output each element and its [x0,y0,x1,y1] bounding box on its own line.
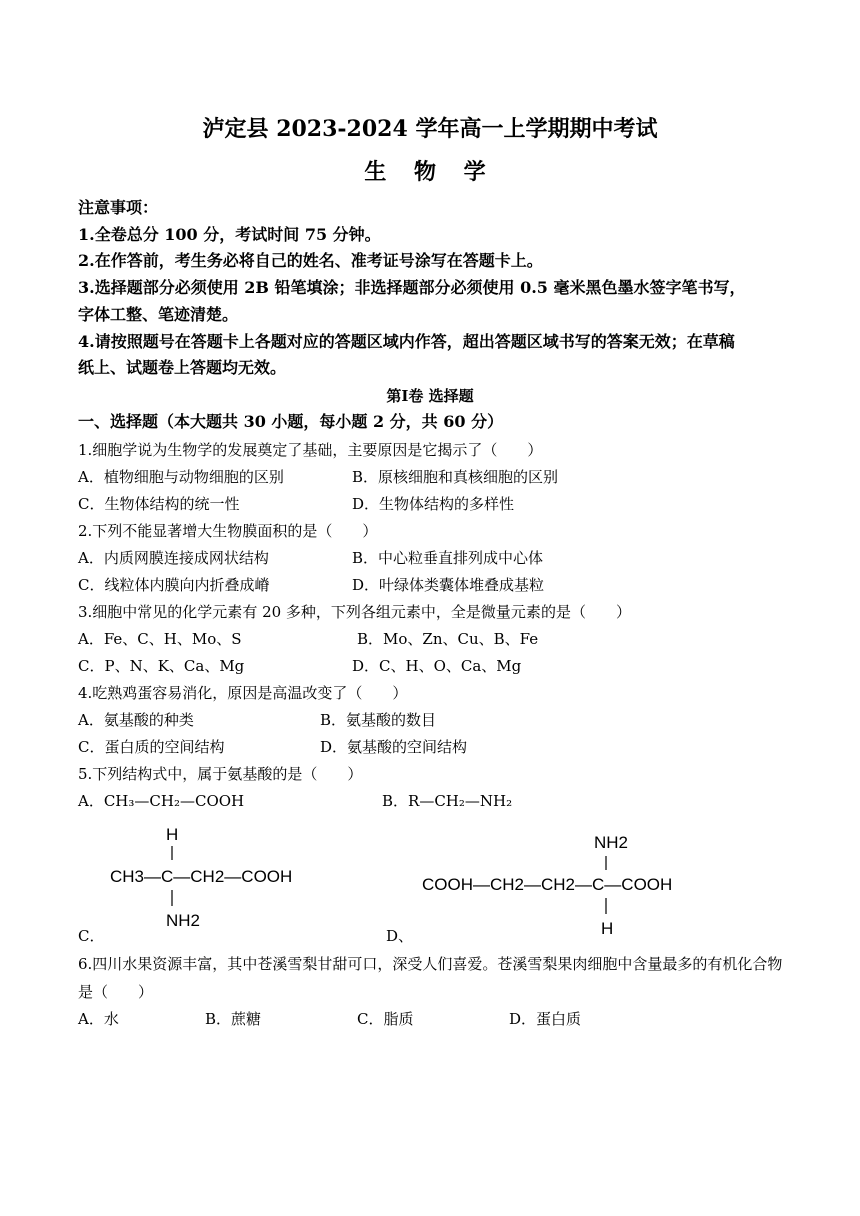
notice-item: 2.在作答前，考生务必将自己的姓名、准考证号涂写在答题卡上。 [78,251,543,270]
option-d: D．叶绿体类囊体堆叠成基粒 [352,576,545,594]
notice-item: 1.全卷总分 100 分，考试时间 75 分钟。 [78,225,381,244]
exam-title: 泸定县 2023-2024 学年高一上学期期中考试 [202,116,658,142]
notice-heading: 注意事项： [78,198,159,217]
formula-d-main: COOH—CH2—CH2—C—COOH [422,875,673,894]
question-stem-continued: 是（ ） [78,983,154,1001]
formula-c-bottom: NH2 [166,911,201,930]
option-a: A．植物细胞与动物细胞的区别 [78,468,284,486]
formula-c-top: H [166,825,179,844]
notice-item: 字体工整、笔迹清楚。 [78,305,239,324]
notice-item: 纸上、试题卷上答题均无效。 [78,358,287,377]
option-b: B．原核细胞和真核细胞的区别 [352,468,559,486]
option-c: C．脂质 [357,1010,414,1028]
formula-d-top: NH2 [594,833,629,852]
option-a: A．CH₃—CH₂—COOH [78,792,245,810]
structural-formula-d [418,826,718,941]
question-stem: 4.吃熟鸡蛋容易消化，原因是高温改变了（ ） [78,684,408,702]
question-stem: 1.细胞学说为生物学的发展奠定了基础，主要原因是它揭示了（ ） [78,441,543,459]
structural-formula-c [105,820,320,935]
option-a: A．Fe、C、H、Mo、S [78,630,242,648]
option-a: A．氨基酸的种类 [78,711,194,729]
option-b: B．蔗糖 [205,1010,262,1028]
option-d: D．蛋白质 [509,1010,582,1028]
option-b: B．R—CH₂—NH₂ [382,792,513,810]
question-stem: 3.细胞中常见的化学元素有 20 多种，下列各组元素中，全是微量元素的是（ ） [78,603,631,621]
option-c: C．P、N、K、Ca、Mg [78,657,245,675]
option-b: B．中心粒垂直排列成中心体 [352,549,544,567]
volume-heading: 第Ⅰ卷 选择题 [386,387,474,405]
option-d: D．C、H、O、Ca、Mg [352,657,522,675]
option-d: D、 [386,927,414,945]
option-b: B．Mo、Zn、Cu、B、Fe [357,630,539,648]
option-a: A．水 [78,1010,119,1028]
option-d: D．氨基酸的空间结构 [320,738,468,756]
option-d: D．生物体结构的多样性 [352,495,515,513]
formula-d-bottom: H [601,919,614,938]
option-b: B．氨基酸的数目 [320,711,437,729]
option-c: C．生物体结构的统一性 [78,495,240,513]
subject-title: 生 物 学 [364,159,496,185]
section-heading: 一、选择题（本大题共 30 小题，每小题 2 分，共 60 分） [78,412,504,431]
question-stem: 2.下列不能显著增大生物膜面积的是（ ） [78,522,378,540]
formula-c-main: CH3—C—CH2—COOH [110,867,293,886]
notice-item: 4.请按照题号在答题卡上各题对应的答题区域内作答，超出答题区域书写的答案无效；在草稿 [78,332,735,351]
notice-item: 3.选择题部分必须使用 2B 铅笔填涂；非选择题部分必须使用 0.5 毫米黑色墨水签字笔书写， [78,278,746,297]
option-c: C．线粒体内膜向内折叠成嵴 [78,576,270,594]
option-c: C．蛋白质的空间结构 [78,738,225,756]
option-a: A．内质网膜连接成网状结构 [78,549,269,567]
question-stem: 6.四川水果资源丰富，其中苍溪雪梨甘甜可口，深受人们喜爱。苍溪雪梨果肉细胞中含量最多的有机化合物 [78,955,783,973]
question-stem: 5.下列结构式中，属于氨基酸的是（ ） [78,765,363,783]
option-c: C． [78,927,105,945]
